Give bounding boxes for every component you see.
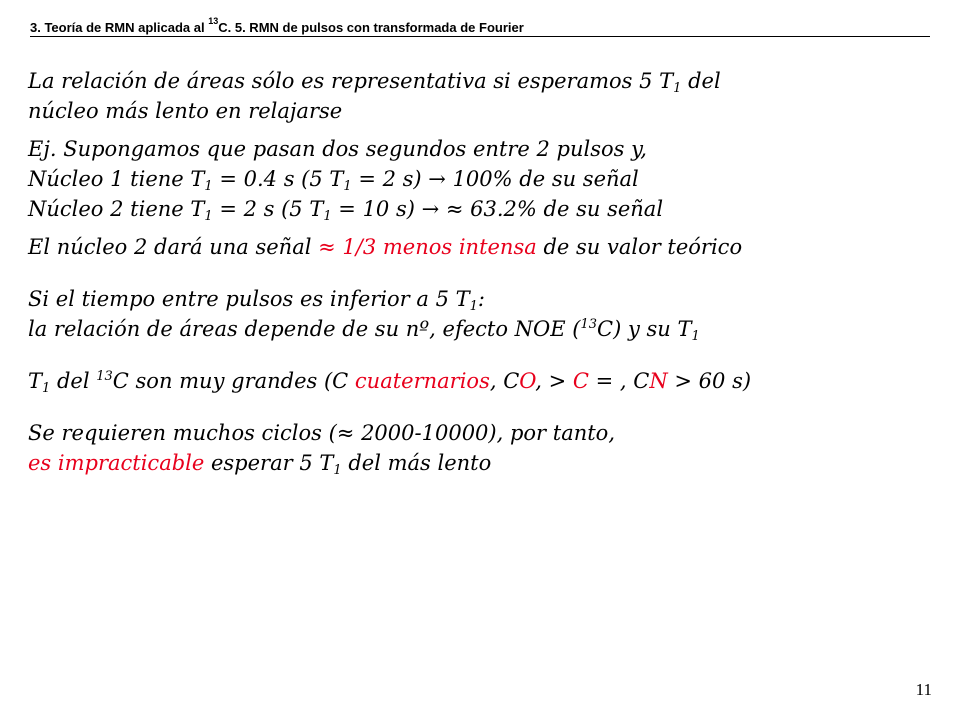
text-fragment: : xyxy=(477,287,485,311)
text-line xyxy=(28,66,953,96)
text-fragment: del más lento xyxy=(341,451,492,475)
text-line: Ej. Supongamos que pasan dos segundos entre 2 pulsos y, xyxy=(28,137,647,161)
subscript: 1 xyxy=(691,329,700,344)
paragraph-c13-t1 xyxy=(28,366,953,396)
subscript: 1 xyxy=(343,179,352,194)
highlight-text: O xyxy=(519,369,536,393)
paragraph-example xyxy=(28,134,953,224)
text-fragment: El núcleo 2 dará una señal xyxy=(28,235,319,259)
subscript: 1 xyxy=(204,179,213,194)
subscript: 1 xyxy=(673,81,682,96)
text-line xyxy=(28,366,953,396)
slide-header xyxy=(30,16,930,37)
subscript: 1 xyxy=(204,209,213,224)
text-fragment: La relación de áreas sólo es representativa si esperamos 5 T xyxy=(28,69,674,93)
text-fragment: , C xyxy=(489,369,520,393)
page-number: 11 xyxy=(915,680,932,699)
superscript: 13 xyxy=(580,317,598,332)
text-line: Se requieren muchos ciclos (≈ 2000-10000), por tanto, xyxy=(28,421,615,445)
text-fragment: esperar 5 T xyxy=(204,451,334,475)
subscript: 1 xyxy=(323,209,332,224)
paragraph-signal xyxy=(28,232,953,262)
paragraph-cycles xyxy=(28,418,953,478)
text-line xyxy=(28,448,953,478)
highlight-text: C xyxy=(572,369,589,393)
text-fragment: de su valor teórico xyxy=(536,235,743,259)
text-fragment: Si el tiempo entre pulsos es inferior a 5 T xyxy=(28,287,470,311)
highlight-text: N xyxy=(649,369,668,393)
text-fragment: Núcleo 2 tiene T xyxy=(28,197,205,221)
slide-body xyxy=(28,66,953,478)
highlight-text: ≈ 1/3 menos intensa xyxy=(318,235,537,259)
text-fragment: Núcleo 1 tiene T xyxy=(28,167,205,191)
subscript: 1 xyxy=(469,299,478,314)
subscript: 1 xyxy=(42,381,51,396)
text-fragment: , > xyxy=(535,369,573,393)
text-line-nucleus-2 xyxy=(28,194,953,224)
text-line-nucleus-1 xyxy=(28,164,953,194)
superscript: 13 xyxy=(96,369,113,384)
paragraph-area-ratio xyxy=(28,66,953,126)
text-fragment: T xyxy=(28,369,43,393)
text-fragment: = 2 s) → 100% de su señal xyxy=(351,167,639,191)
text-line: núcleo más lento en relajarse xyxy=(28,99,343,123)
text-fragment: = 2 s (5 T xyxy=(212,197,324,221)
text-fragment: = 10 s) → ≈ 63.2% de su señal xyxy=(331,197,664,221)
text-fragment: C) y su T xyxy=(597,317,692,341)
text-fragment: la relación de áreas depende de su nº, efecto NOE ( xyxy=(28,317,581,341)
text-line xyxy=(28,314,953,344)
text-fragment: del xyxy=(50,369,97,393)
highlight-text: es impracticable xyxy=(28,451,205,475)
subscript: 1 xyxy=(333,463,342,478)
text-fragment: C son muy grandes (C xyxy=(112,369,355,393)
text-fragment: > 60 s) xyxy=(667,369,752,393)
text-line xyxy=(28,232,953,262)
header-text-end: C. 5. RMN de pulsos con transformada de Fourier xyxy=(218,20,524,35)
text-fragment: del xyxy=(681,69,721,93)
highlight-text: cuaternarios xyxy=(354,369,490,393)
paragraph-pulse-time xyxy=(28,284,953,344)
text-line xyxy=(28,284,953,314)
header-text-start: 3. Teoría de RMN aplicada al xyxy=(30,20,209,35)
text-fragment: = , C xyxy=(588,369,650,393)
text-fragment: = 0.4 s (5 T xyxy=(212,167,344,191)
header-superscript: 13 xyxy=(208,16,219,26)
